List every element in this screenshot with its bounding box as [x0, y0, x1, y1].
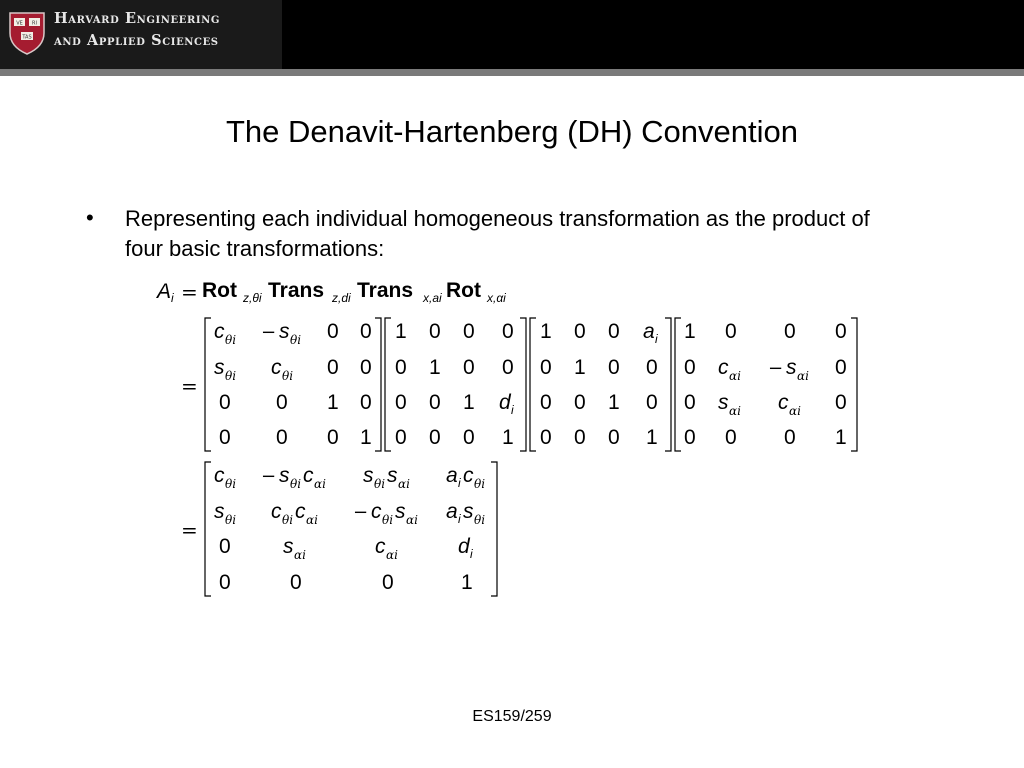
- r-r1-theta-sub-4: θi: [474, 477, 486, 491]
- m3-r2c2: 1: [574, 356, 586, 379]
- shield-text-ve: VE: [16, 20, 23, 27]
- r-r1-c: c: [214, 464, 225, 487]
- rot-x-sub: x,αi: [487, 291, 506, 305]
- r-r1-theta-sub: θi: [225, 477, 237, 491]
- r-r2-theta-sub-3: θi: [382, 513, 394, 527]
- m1-r1c4: 0: [360, 320, 372, 343]
- m4-alpha-sub-4: αi: [789, 404, 801, 418]
- m4-r3c4: 0: [835, 391, 847, 414]
- equals-sign-2: =: [181, 374, 198, 398]
- m4-r1c2: 0: [725, 320, 737, 343]
- r-r2-a-sub: i: [458, 512, 461, 526]
- rot-x: Rot: [446, 279, 481, 302]
- trans-x: Trans: [357, 279, 414, 302]
- m4-r4c1: 0: [684, 426, 696, 449]
- m4-c: c: [718, 356, 729, 379]
- m1-theta-sub-2: θi: [290, 333, 302, 347]
- m1-theta-sub-4: θi: [282, 369, 294, 383]
- m4-alpha-sub-3: αi: [729, 404, 741, 418]
- r-r1-a-sub: i: [458, 476, 461, 490]
- r-r1-c-2: c: [303, 464, 314, 487]
- m1-r3c3: 1: [327, 391, 339, 414]
- m3-r4c2: 0: [574, 426, 586, 449]
- bullet-text: Representing each individual homogeneous transformation as the product of four basic transformations:: [125, 206, 870, 261]
- bullet-marker: •: [86, 205, 94, 230]
- shield-text-tas: TAS: [22, 34, 32, 41]
- m1-r3c1: 0: [219, 391, 231, 414]
- m1-s-2: s: [214, 356, 225, 379]
- m3-r3c3: 1: [608, 391, 620, 414]
- r-r1-theta-sub-3: θi: [374, 477, 386, 491]
- m4-r1c3: 0: [784, 320, 796, 343]
- m3-r1c3: 0: [608, 320, 620, 343]
- equals-sign: =: [181, 280, 198, 304]
- rot-z-sub: z,θi: [243, 291, 262, 305]
- m2-r2c4: 0: [502, 356, 514, 379]
- m1-c: c: [214, 320, 225, 343]
- header-title-line1: Harvard Engineering: [54, 10, 221, 27]
- m1-theta-sub: θi: [225, 333, 237, 347]
- r-r3-alpha-sub: αi: [294, 548, 306, 562]
- m3-a-sub: i: [655, 332, 658, 346]
- m2-d: d: [499, 391, 511, 414]
- r-r1-minus: −: [261, 466, 277, 487]
- m3-r2c3: 0: [608, 356, 620, 379]
- m1-minus: −: [261, 322, 277, 343]
- r-r2-s-2: s: [395, 500, 406, 523]
- m3-r3c4: 0: [646, 391, 658, 414]
- m3-r3c2: 0: [574, 391, 586, 414]
- m4-r1c4: 0: [835, 320, 847, 343]
- rot-z: Rot: [202, 279, 237, 302]
- trans-z: Trans: [268, 279, 325, 302]
- m2-r3c3: 1: [463, 391, 475, 414]
- m1-r3c4: 0: [360, 391, 372, 414]
- m2-r1c3: 0: [463, 320, 475, 343]
- m4-r2c1: 0: [684, 356, 696, 379]
- lhs-a: A: [157, 280, 172, 303]
- r-r2-theta-sub: θi: [225, 513, 237, 527]
- m1-r3c2: 0: [276, 391, 288, 414]
- r-r1-s: s: [279, 464, 290, 487]
- m2-r4c4: 1: [502, 426, 514, 449]
- m4-alpha-sub: αi: [729, 369, 741, 383]
- shield-text-ri: RI: [32, 20, 37, 27]
- m2-r1c1: 1: [395, 320, 407, 343]
- r-r1-alpha-sub: αi: [314, 477, 326, 491]
- r-r1-alpha-sub-2: αi: [398, 477, 410, 491]
- equals-sign-3: =: [181, 518, 198, 542]
- m4-r3c1: 0: [684, 391, 696, 414]
- m4-r4c2: 0: [725, 426, 737, 449]
- m2-r2c1: 0: [395, 356, 407, 379]
- m1-r1c3: 0: [327, 320, 339, 343]
- m3-r4c1: 0: [540, 426, 552, 449]
- r-r2-theta-sub-2: θi: [282, 513, 294, 527]
- r-r2-theta-sub-4: θi: [474, 513, 486, 527]
- r-r2-c: c: [271, 500, 282, 523]
- r-r2-a: a: [446, 500, 458, 523]
- r-r2-c-3: c: [371, 500, 382, 523]
- trans-z-sub: z,di: [332, 291, 351, 305]
- m1-r4c4: 1: [360, 426, 372, 449]
- r-r1-c-3: c: [463, 464, 474, 487]
- m4-r1c1: 1: [684, 320, 696, 343]
- m4-alpha-sub-2: αi: [797, 369, 809, 383]
- m4-c-2: c: [778, 391, 789, 414]
- m4-s-2: s: [718, 391, 729, 414]
- r-r2-c-2: c: [295, 500, 306, 523]
- m3-r4c4: 1: [646, 426, 658, 449]
- slide-title: The Denavit-Hartenberg (DH) Convention: [225, 114, 799, 149]
- r-r3c1: 0: [219, 535, 231, 558]
- m4-minus: −: [768, 358, 784, 379]
- r-r3-c: c: [375, 535, 386, 558]
- r-r2-minus: −: [353, 502, 369, 523]
- m1-theta-sub-3: θi: [225, 369, 237, 383]
- m2-r1c2: 0: [429, 320, 441, 343]
- m4-r4c3: 0: [784, 426, 796, 449]
- m3-r1c1: 1: [540, 320, 552, 343]
- m2-d-sub: i: [511, 403, 514, 417]
- m2-r4c3: 0: [463, 426, 475, 449]
- m2-r4c1: 0: [395, 426, 407, 449]
- m3-r4c3: 0: [608, 426, 620, 449]
- r-r2-alpha-sub: αi: [306, 513, 318, 527]
- m3-r1c2: 0: [574, 320, 586, 343]
- r-r1-s-2: s: [363, 464, 374, 487]
- r-r4c3: 0: [382, 571, 394, 594]
- r-r4c2: 0: [290, 571, 302, 594]
- r-r3-alpha-sub-2: αi: [386, 548, 398, 562]
- m1-c-2: c: [271, 356, 282, 379]
- m1-s: s: [279, 320, 290, 343]
- m2-r3c1: 0: [395, 391, 407, 414]
- m3-a: a: [643, 320, 655, 343]
- m2-r2c2: 1: [429, 356, 441, 379]
- m1-r2c4: 0: [360, 356, 372, 379]
- r-r1-theta-sub-2: θi: [290, 477, 302, 491]
- footer-course-code: ES159/259: [472, 708, 552, 725]
- r-r4c1: 0: [219, 571, 231, 594]
- m4-r2c4: 0: [835, 356, 847, 379]
- lhs-sub: i: [171, 291, 174, 305]
- m2-r4c2: 0: [429, 426, 441, 449]
- trans-x-sub: x,ai: [423, 291, 442, 305]
- m3-r2c4: 0: [646, 356, 658, 379]
- m3-r3c1: 0: [540, 391, 552, 414]
- m1-r2c3: 0: [327, 356, 339, 379]
- m2-r3c2: 0: [429, 391, 441, 414]
- r-r4c4: 1: [461, 571, 473, 594]
- m1-r4c3: 0: [327, 426, 339, 449]
- m4-s: s: [786, 356, 797, 379]
- r-r3-d-sub: i: [470, 547, 473, 561]
- m2-r1c4: 0: [502, 320, 514, 343]
- r-r2-s: s: [214, 500, 225, 523]
- r-r2-alpha-sub-2: αi: [406, 513, 418, 527]
- m2-r2c3: 0: [463, 356, 475, 379]
- r-r2-s-3: s: [463, 500, 474, 523]
- m1-r4c1: 0: [219, 426, 231, 449]
- r-r3-d: d: [458, 535, 470, 558]
- r-r3-s: s: [283, 535, 294, 558]
- header-title-line2: and Applied Sciences: [54, 32, 219, 49]
- m4-r4c4: 1: [835, 426, 847, 449]
- m1-r4c2: 0: [276, 426, 288, 449]
- r-r1-s-3: s: [387, 464, 398, 487]
- m3-r2c1: 0: [540, 356, 552, 379]
- r-r1-a: a: [446, 464, 458, 487]
